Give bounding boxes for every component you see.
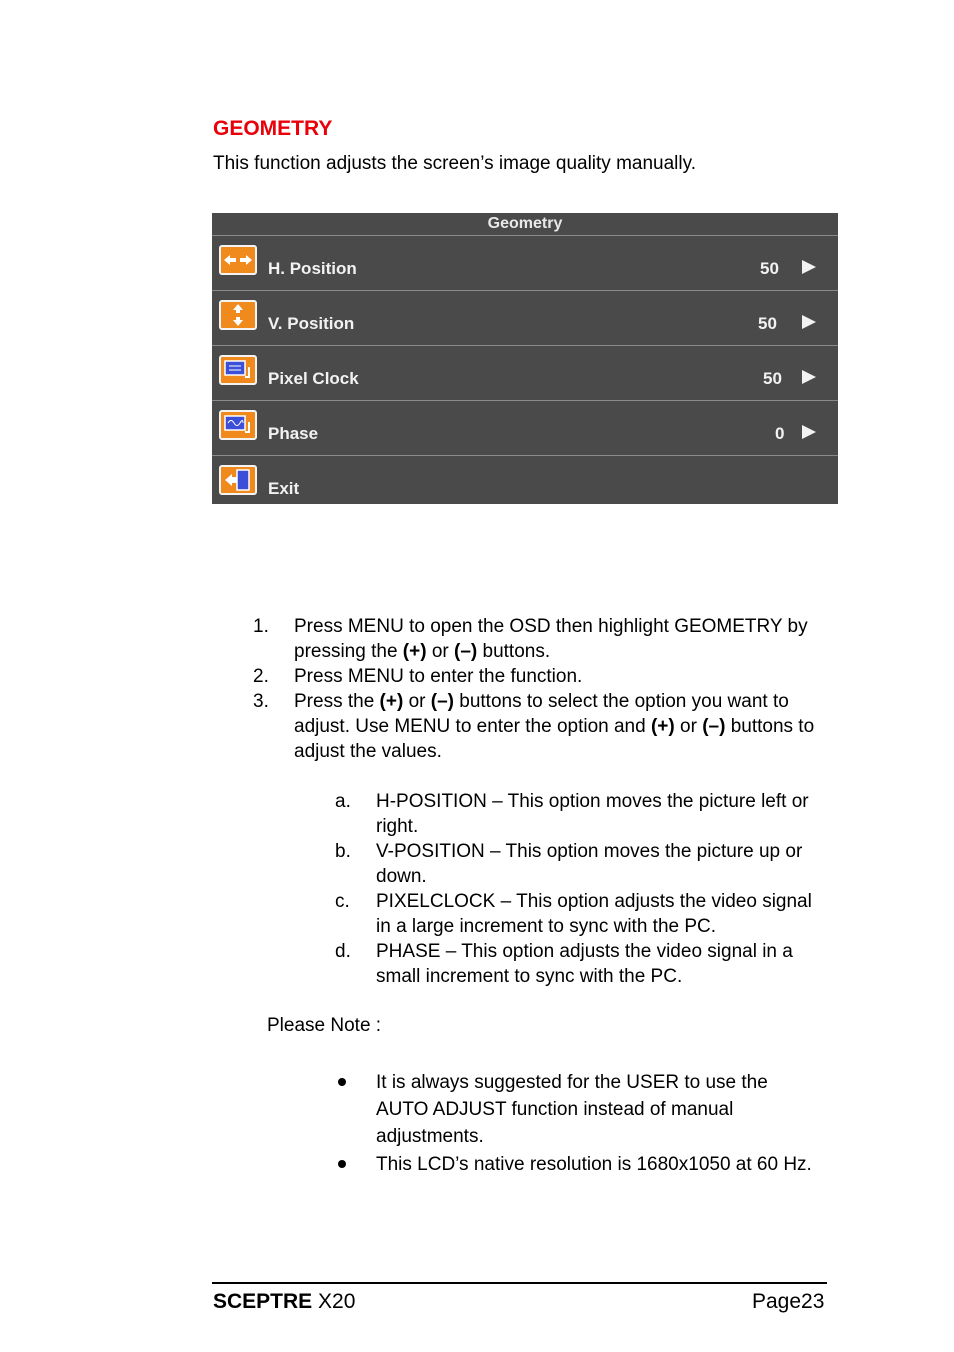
osd-geometry-menu (212, 213, 838, 504)
step-number: 2. (253, 666, 269, 687)
osd-value: 50 (763, 369, 782, 388)
option-letter: b. (335, 841, 351, 862)
note-bullet-text: This LCD’s native resolution is 1680x1050 at 60 Hz. (376, 1154, 812, 1175)
osd-row-exit[interactable] (212, 456, 838, 510)
osd-value: 50 (760, 259, 779, 278)
bullet-icon (338, 1078, 346, 1086)
h-position-icon (219, 245, 257, 275)
osd-label: H. Position (268, 259, 357, 278)
pixel-clock-icon (219, 355, 257, 385)
option-letter: c. (335, 891, 350, 912)
bullet-icon (338, 1160, 346, 1168)
exit-icon (219, 465, 257, 495)
step-text: Press the (+) or (–) buttons to select the option you want to adjust. Use MENU to enter the option and (+) or (–) buttons to adjust the values. (294, 691, 815, 762)
right-arrow-icon (802, 370, 816, 384)
osd-row-phase[interactable] (212, 401, 838, 456)
osd-row-pixel-clock[interactable] (212, 346, 838, 401)
osd-label: Phase (268, 424, 319, 443)
osd-row-v-position[interactable] (212, 291, 838, 346)
section-title: GEOMETRY (213, 117, 333, 140)
section-intro: This function adjusts the screen’s image quality manually. (213, 153, 696, 174)
footer-brand: SCEPTRE X20 (213, 1290, 356, 1313)
option-letter: a. (335, 791, 351, 812)
osd-row-h-position[interactable] (212, 236, 838, 291)
osd-label: Pixel Clock (268, 369, 359, 388)
note-bullet-text: It is always suggested for the USER to use the AUTO ADJUST function instead of manual adjustments. (376, 1072, 768, 1147)
option-text: PIXELCLOCK – This option adjusts the video signal in a large increment to sync with the PC. (376, 891, 812, 937)
note-label: Please Note : (267, 1015, 382, 1036)
right-arrow-icon (802, 260, 816, 274)
footer-page-number: Page23 (752, 1290, 825, 1313)
step-number: 1. (253, 616, 269, 637)
osd-title: Geometry (212, 213, 838, 236)
osd-label: V. Position (268, 314, 355, 333)
option-text: PHASE – This option adjusts the video signal in a small increment to sync with the PC. (376, 941, 793, 987)
osd-value: 0 (775, 424, 785, 443)
option-text: H-POSITION – This option moves the picture left or right. (376, 791, 809, 837)
step-text: Press MENU to open the OSD then highlight GEOMETRY by pressing the (+) or (–) buttons. (294, 616, 808, 662)
phase-icon (219, 410, 257, 440)
step-number: 3. (253, 691, 269, 712)
option-letter: d. (335, 941, 351, 962)
option-text: V-POSITION – This option moves the picture up or down. (376, 841, 803, 887)
v-position-icon (219, 300, 257, 330)
osd-value: 50 (758, 314, 777, 333)
right-arrow-icon (802, 315, 816, 329)
footer-divider (212, 1282, 827, 1284)
step-text: Press MENU to enter the function. (294, 666, 583, 687)
right-arrow-icon (802, 425, 816, 439)
osd-label: Exit (268, 479, 300, 498)
